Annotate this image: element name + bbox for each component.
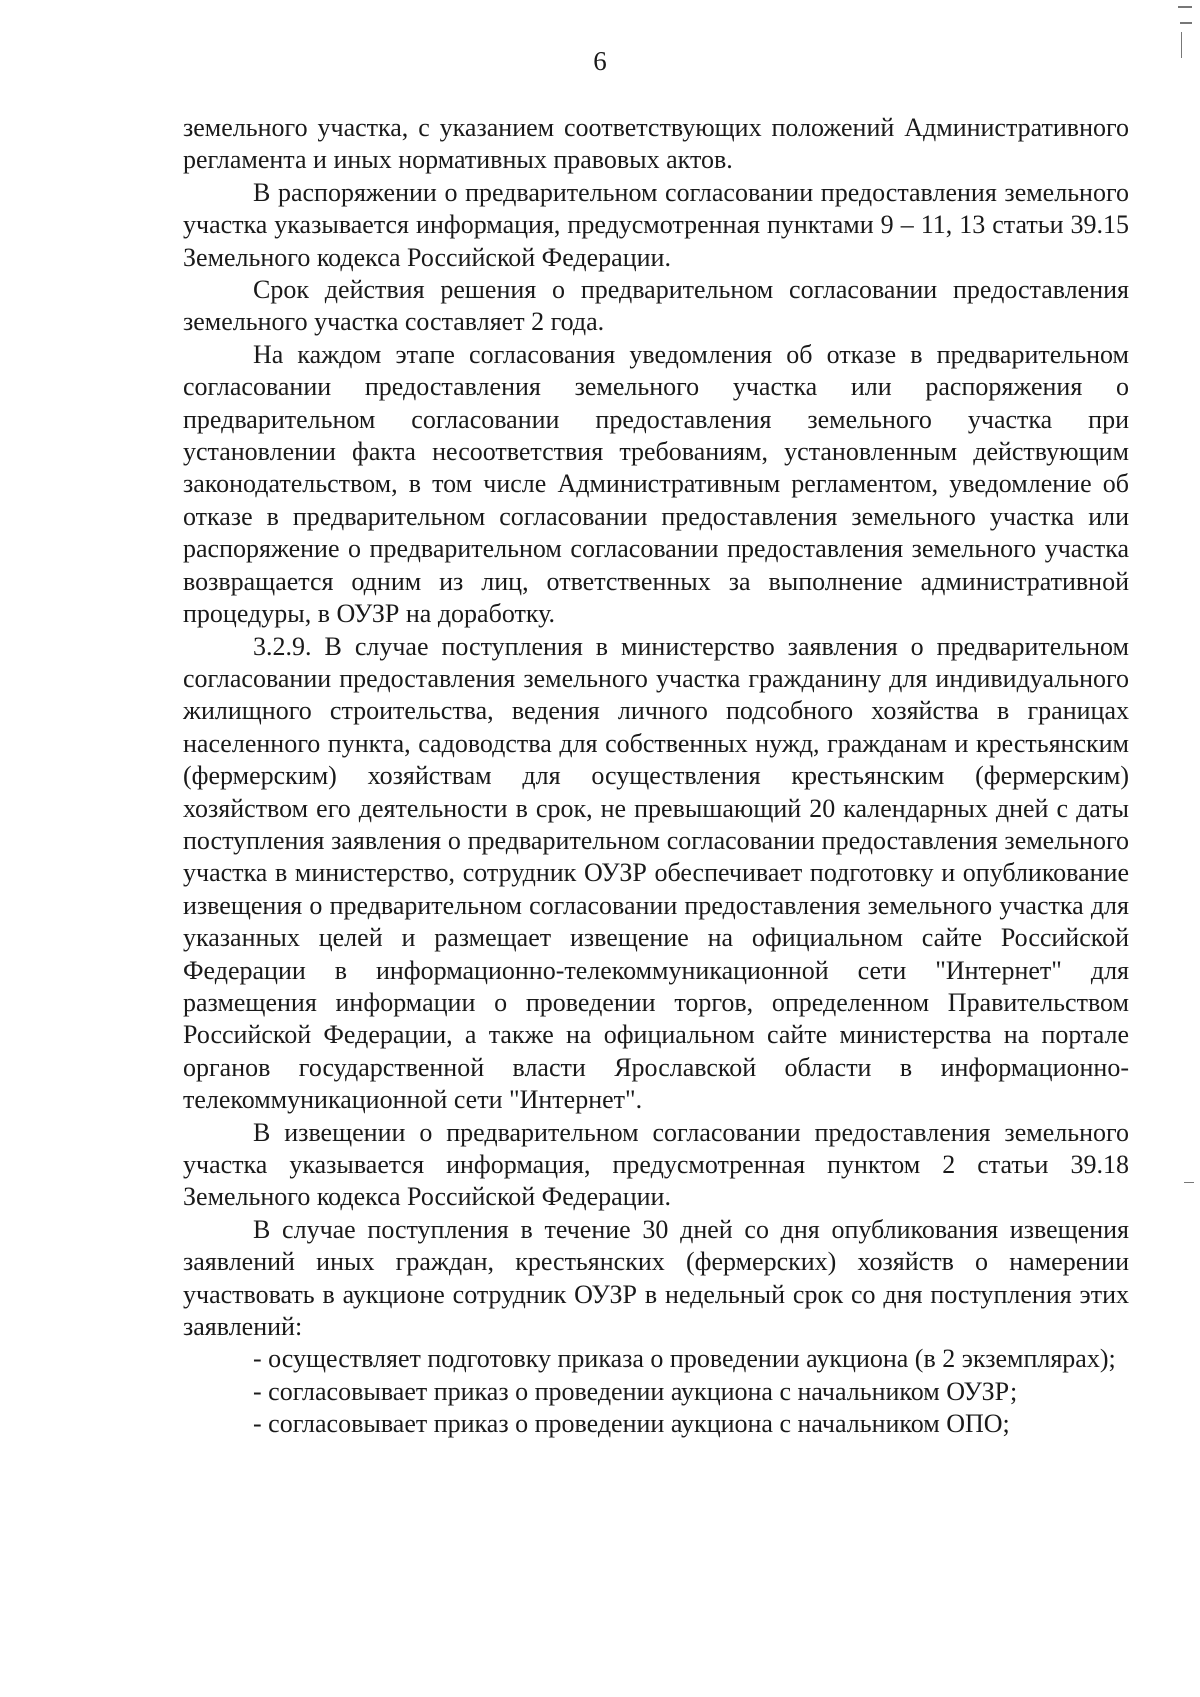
paragraph-validity-period: Срок действия решения о предварительном согласовании предоставления земельного участка составляет 2 года. [183, 275, 1129, 337]
page-number: 6 [593, 46, 607, 76]
paragraph-auction-applications: В случае поступления в течение 30 дней со дня опубликования извещения заявлений иных граждан, крестьянских (фермерских) хозяйств о намерении участвовать в аукционе сотрудник ОУЗР в недельный срок со дня поступления этих заявлений: [183, 1214, 1129, 1342]
paragraph-section-3-2-9: 3.2.9. В случае поступления в министерство заявления о предварительном согласовании предоставления земельного участка гражданину для индивидуального жилищного строительства, ведения личного подсобного хозяйства в границах населенного пункта, садоводства для собственных нужд, гражданам и крестьянским (фермерским) хозяйствам для осуществления крестьянским (фермерским) хозяйством его деятельности в срок, не превышающий 20 календарных дней с даты поступления заявления о предварительном согласовании предоставления земельного участка в министерство, сотрудник ОУЗР обеспечивает подготовку и опубликование извещения о предварительном согласовании предоставления земельного участка для указанных целей и размещает извещение на официальном сайте Российской Федерации в информационно-телекоммуникационной сети "Интернет" для размещения информации о проведении торгов, определенном Правительством Российской Федерации, а также на официальном сайте министерства на портале органов государственной власти Ярославской области в информационно-телекоммуникационной сети "Интернет". [183, 631, 1129, 1115]
paragraph-continuation: земельного участка, с указанием соответствующих положений Административного регламента и иных нормативных правовых актов. [183, 113, 1129, 175]
document-body [183, 112, 1129, 1441]
paragraph-order-content: В распоряжении о предварительном согласовании предоставления земельного участка указывается информация, предусмотренная пунктами 9 – 11, 13 статьи 39.15 Земельного кодекса Российской Федерации. [183, 177, 1129, 272]
scan-artifact-mark [1184, 1182, 1194, 1183]
scan-artifact-mark [1181, 32, 1182, 58]
paragraph-notice-content: В извещении о предварительном согласовании предоставления земельного участка указывается информация, предусмотренная пунктом 2 статьи 39.18 Земельного кодекса Российской Федерации. [183, 1117, 1129, 1212]
list-item-prepare-order: - осуществляет подготовку приказа о проведении аукциона (в 2 экземплярах); [253, 1344, 1116, 1374]
scan-artifact-mark [1180, 22, 1192, 24]
list-item-approve-ouzr: - согласовывает приказ о проведении аукциона с начальником ОУЗР; [253, 1376, 1018, 1406]
paragraph-approval-stages: На каждом этапе согласования уведомления об отказе в предварительном согласовании предоставления земельного участка или распоряжения о предварительном согласовании предоставления земельного участка при установлении факта несоответствия требованиям, установленным действующим законодательством, в том числе Административным регламентом, уведомление об отказе в предварительном согласовании предоставления земельного участка или распоряжение о предварительном согласовании предоставления земельного участка возвращается одним из лиц, ответственных за выполнение административной процедуры, в ОУЗР на доработку. [183, 339, 1129, 629]
scan-artifact-mark [1178, 6, 1192, 8]
list-item-approve-opo: - согласовывает приказ о проведении аукциона с начальником ОПО; [253, 1409, 1010, 1439]
